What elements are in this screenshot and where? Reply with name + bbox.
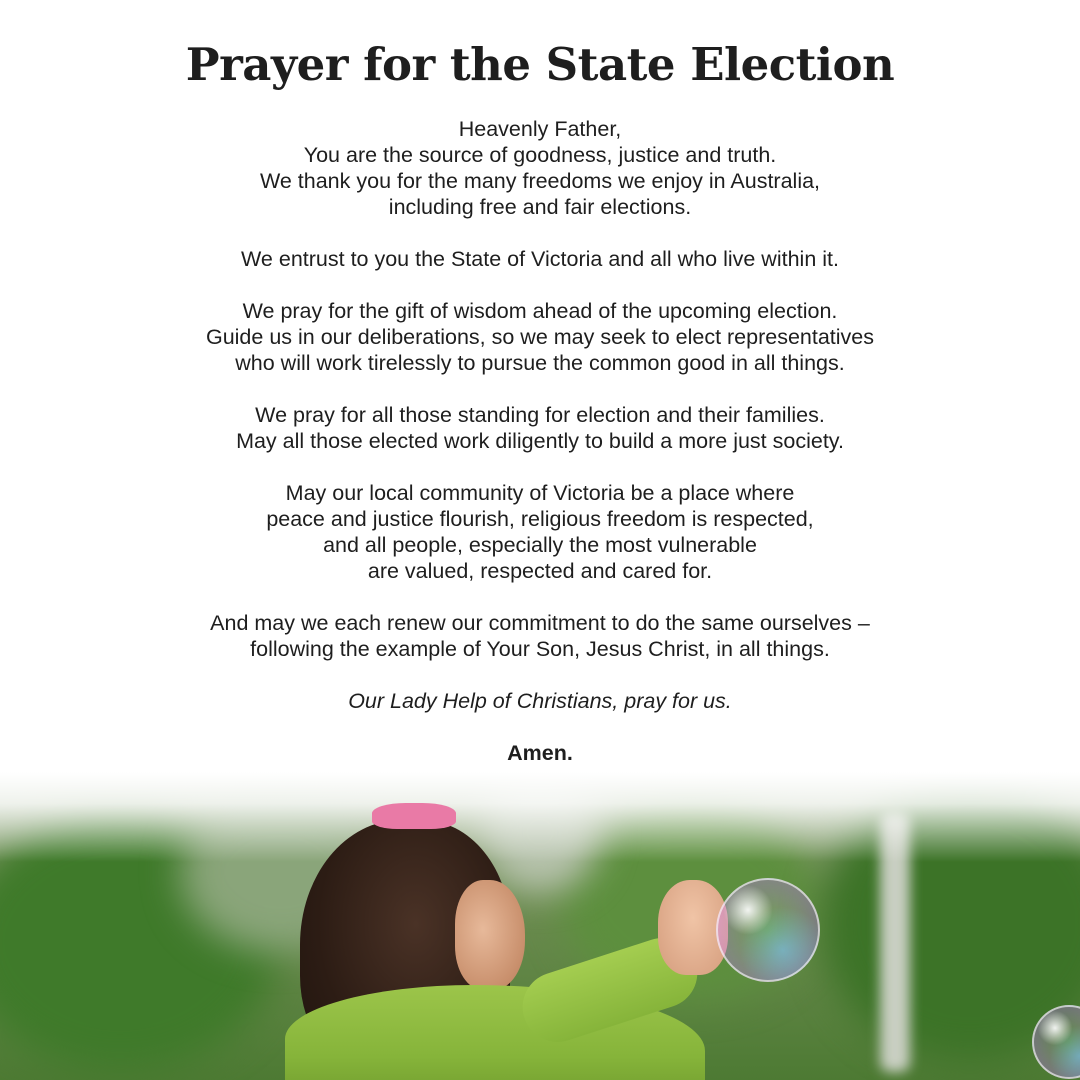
prayer-line: who will work tirelessly to pursue the common good in all things.	[235, 351, 845, 375]
stanza-amen	[40, 740, 1040, 766]
prayer-line: including free and fair elections.	[388, 195, 692, 219]
page-title: Prayer for the State Election	[185, 38, 895, 91]
prayer-line: May our local community of Victoria be a place where	[285, 481, 795, 505]
prayer-line: peace and justice flourish, religious freedom is respected,	[266, 507, 814, 531]
prayer-line: And may we each renew our commitment to do the same ourselves –	[210, 611, 870, 635]
prayer-line: and all people, especially the most vulnerable	[323, 533, 757, 557]
prayer-line: We thank you for the many freedoms we enjoy in Australia,	[259, 169, 821, 193]
prayer-line: following the example of Your Son, Jesus Christ, in all things.	[250, 637, 830, 661]
stanza-entrust	[40, 246, 1040, 272]
stanza-wisdom	[40, 298, 1040, 376]
prayer-line: are valued, respected and cared for.	[367, 559, 713, 583]
stanza-candidates	[40, 402, 1040, 454]
prayer-line: We pray for all those standing for election and their families.	[255, 403, 825, 427]
soap-bubble	[716, 878, 820, 982]
amen-line: Amen.	[507, 741, 573, 765]
prayer-line: Guide us in our deliberations, so we may seek to elect representatives	[205, 325, 875, 349]
prayer-line: We entrust to you the State of Victoria and all who live within it.	[241, 247, 839, 271]
prayer-line: We pray for the gift of wisdom ahead of the upcoming election.	[242, 299, 838, 323]
stanza-commitment	[40, 610, 1040, 662]
stanza-opening	[40, 116, 1040, 220]
invocation-line: Our Lady Help of Christians, pray for us.	[348, 689, 732, 713]
prayer-line: Heavenly Father,	[458, 117, 622, 141]
stanza-community	[40, 480, 1040, 584]
photo-top-fade	[0, 772, 1080, 862]
prayer-line: May all those elected work diligently to build a more just society.	[236, 429, 844, 453]
prayer-line: You are the source of goodness, justice and truth.	[303, 143, 777, 167]
girl-face	[455, 880, 525, 990]
prayer-body	[40, 116, 1040, 792]
hair-bow	[372, 803, 456, 829]
stanza-invocation	[40, 688, 1040, 714]
